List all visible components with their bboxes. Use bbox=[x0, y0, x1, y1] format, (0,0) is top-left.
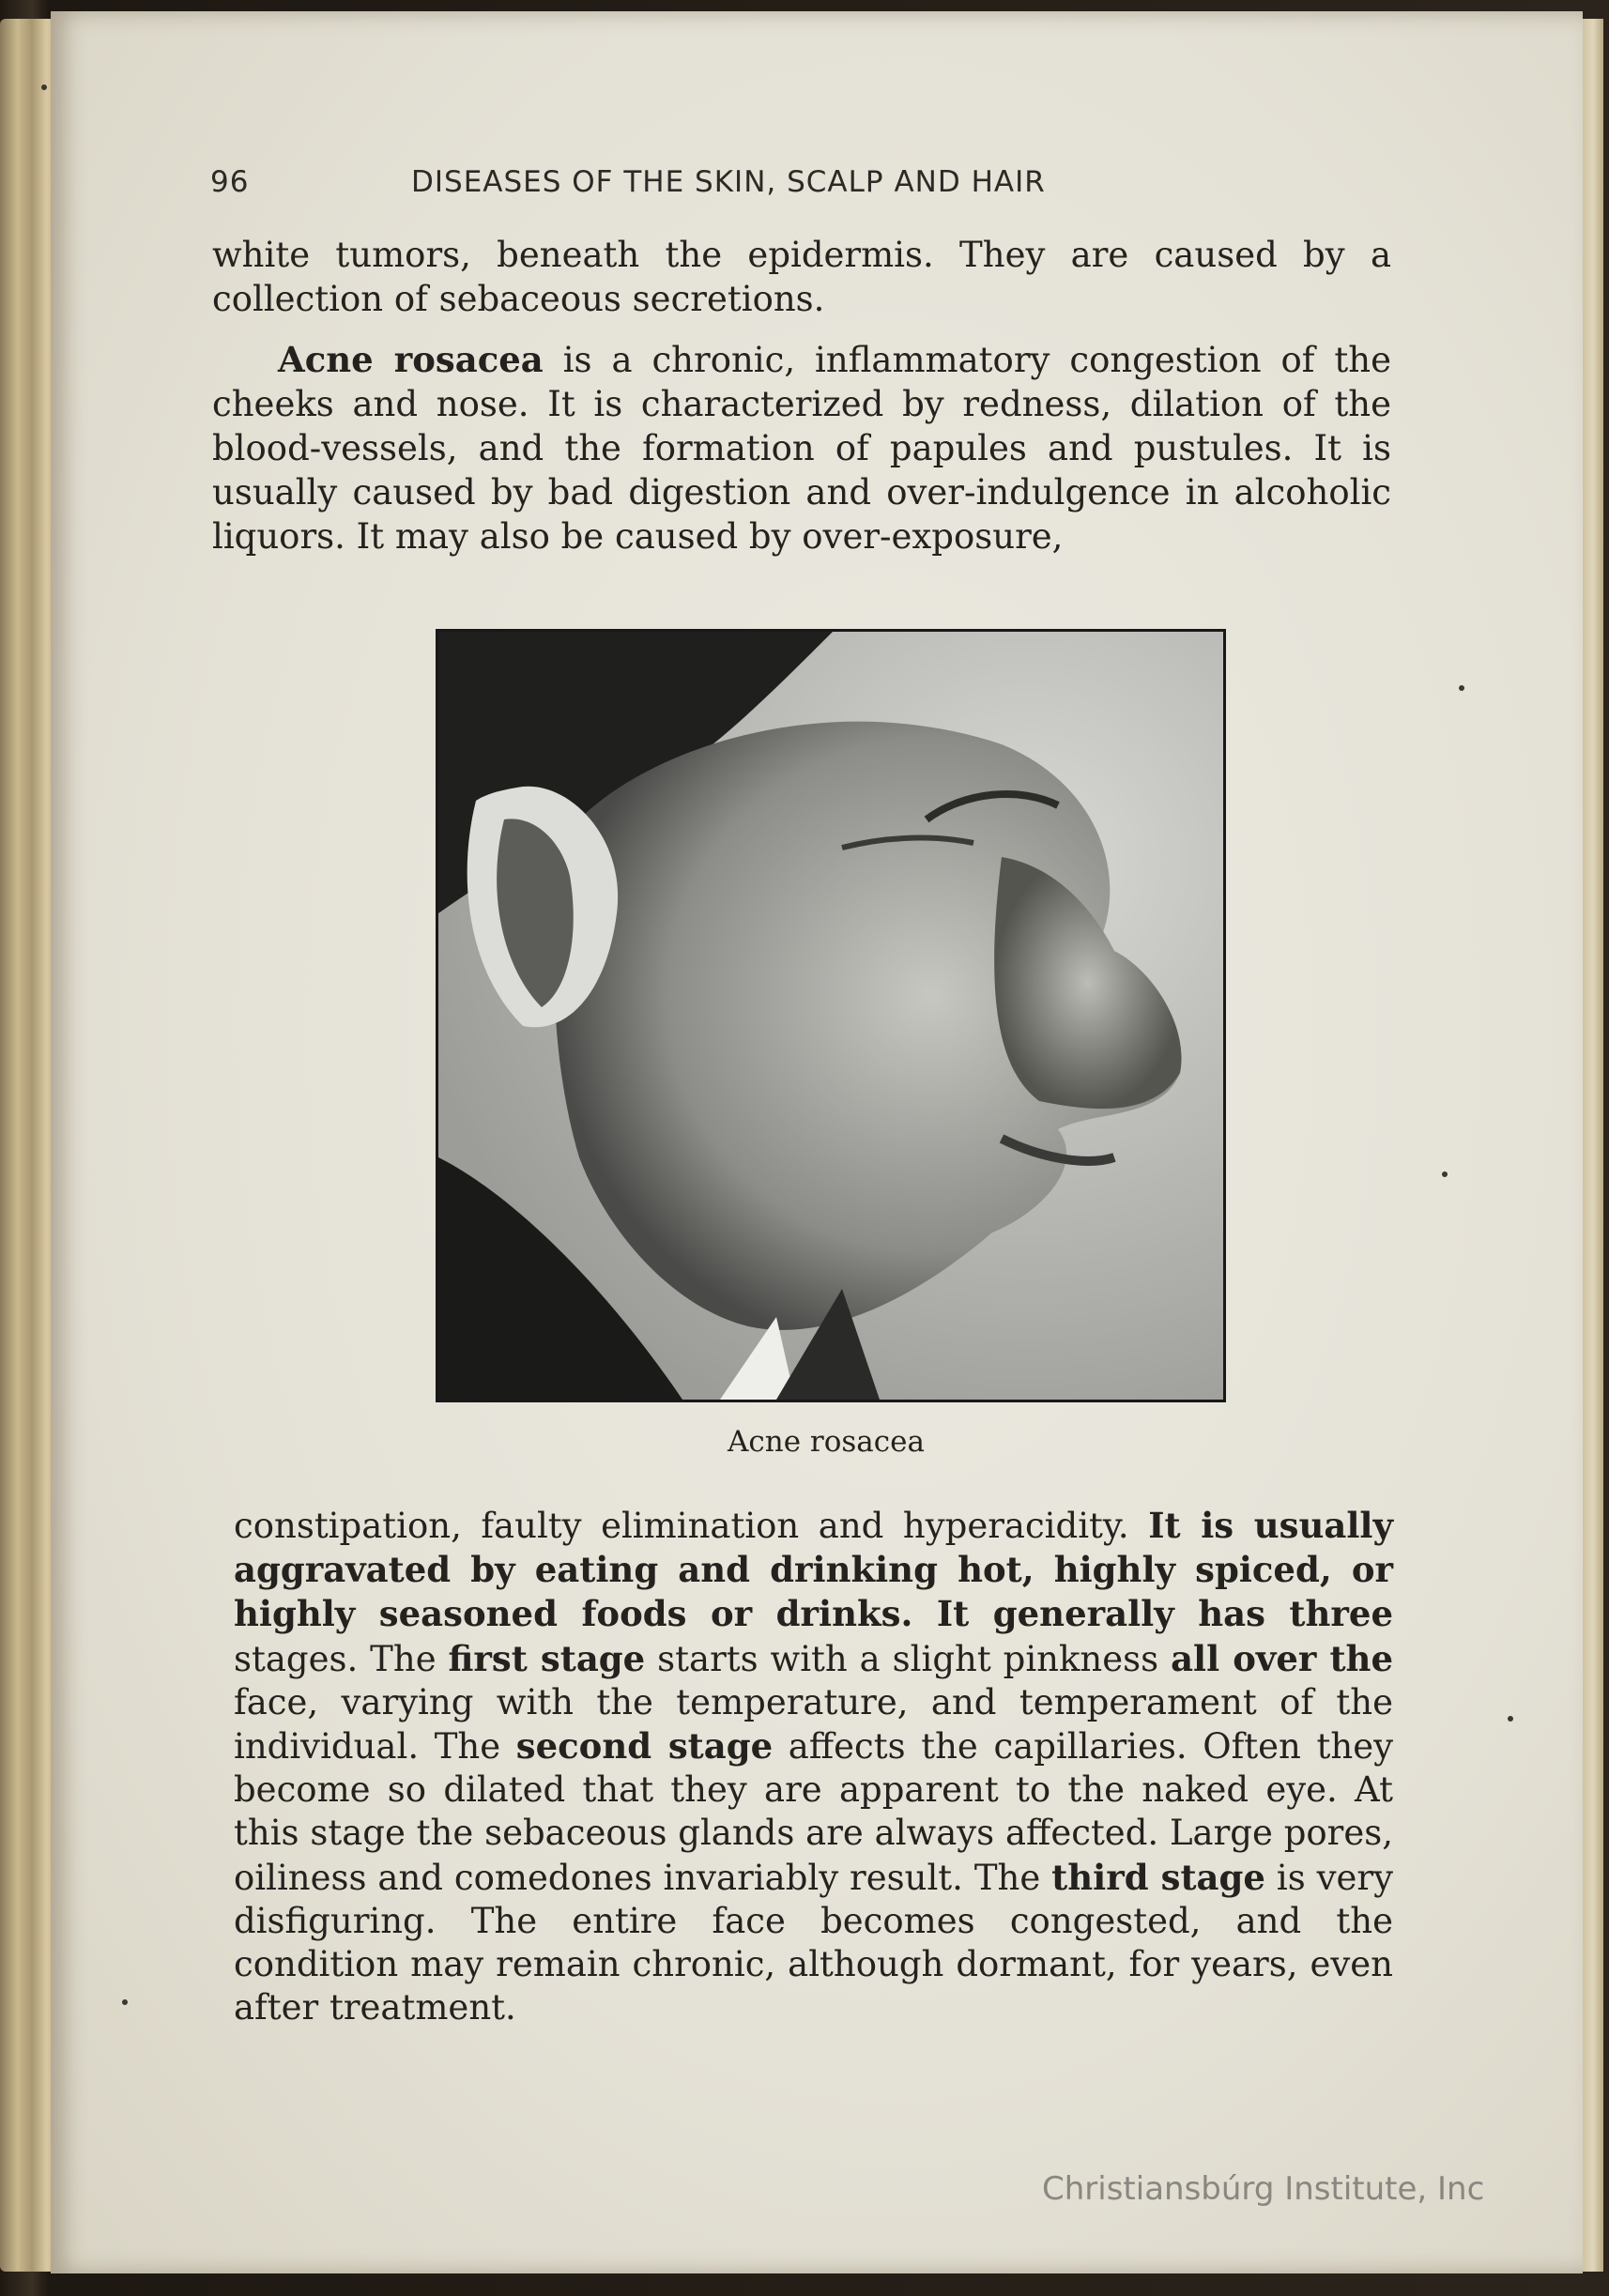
watermark: Christiansbúrg Institute, Inc bbox=[1042, 2170, 1485, 2208]
chapter-title: DISEASES OF THE SKIN, SCALP AND HAIR bbox=[411, 165, 1046, 199]
body-text-top bbox=[212, 233, 1391, 559]
text-run-bold: It is usually aggravated by eating and drinking hot, highly spiced, or highly seasoned foods or drinks. It generally has three bbox=[234, 1505, 1393, 1635]
paper-speck bbox=[1442, 1171, 1448, 1177]
term-second-stage: second stage bbox=[515, 1725, 774, 1768]
paragraph-stages bbox=[234, 1504, 1393, 2029]
text-run: affects the capillaries. Often they become so dilated that they are apparent to the naked eye. At this stage the sebaceous glands are always affected. Large pores, oiliness and comedones invariably result. The bbox=[234, 1726, 1393, 1898]
paragraph-continuation: white tumors, beneath the epidermis. They are caused by a collection of sebaceous secretions. bbox=[212, 235, 1391, 319]
text-run: is very disfiguring. The entire face becomes congested, and the condition may remain chronic, although dormant, for years, even after treatment. bbox=[234, 1857, 1394, 2028]
paper-speck bbox=[1508, 1716, 1513, 1722]
paper-speck bbox=[1459, 685, 1464, 691]
term-first-stage: first stage bbox=[448, 1637, 646, 1679]
text-run: starts with a slight pinkness bbox=[645, 1638, 1172, 1679]
body-text-bottom bbox=[234, 1504, 1393, 2029]
photo-acne-rosacea bbox=[436, 629, 1226, 1402]
portrait-illustration bbox=[438, 632, 1223, 1400]
paper-speck bbox=[122, 1999, 128, 2005]
book-page-edges-right bbox=[1583, 19, 1603, 2272]
text-run-bold: all over the bbox=[1171, 1637, 1394, 1679]
page-number: 96 bbox=[210, 165, 250, 199]
text-run: stages. The bbox=[234, 1638, 449, 1679]
text-run: face, varying with the temperature, and temperament of the individual. The bbox=[234, 1681, 1393, 1768]
text-run: constipation, faulty elimination and hyperacidity. bbox=[234, 1506, 1149, 1546]
term-acne-rosacea: Acne rosacea bbox=[278, 339, 544, 380]
book-page-edges-left bbox=[0, 19, 58, 2272]
term-third-stage: third stage bbox=[1051, 1856, 1265, 1898]
paragraph-text: is a chronic, inflammatory congestion of the cheeks and nose. It is characterized by redness, dilation of the blood-vessels, and the formation of papules and pustules. It is usually caused by bad digestion and over-indulgence in alcoholic liquors. It may also be caused by over-exposure, bbox=[212, 340, 1391, 557]
running-head bbox=[210, 165, 1187, 207]
paragraph-acne-rosacea bbox=[212, 338, 1391, 559]
figure-caption: Acne rosacea bbox=[728, 1425, 925, 1459]
paper-speck bbox=[41, 84, 47, 90]
